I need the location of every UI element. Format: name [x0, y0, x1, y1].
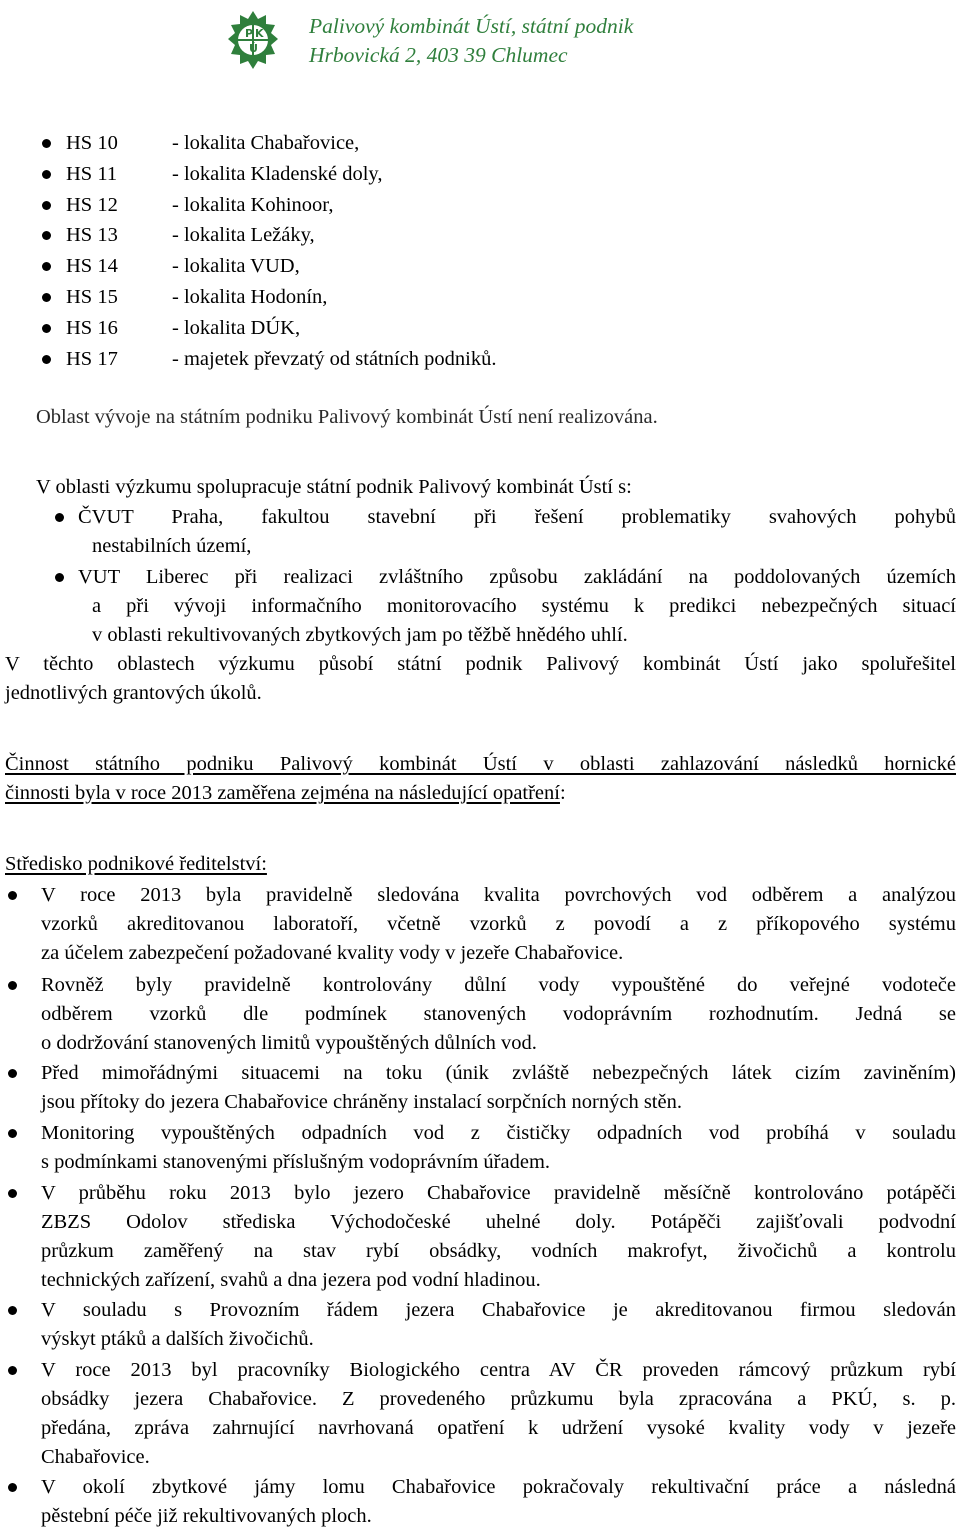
- bullet-icon: [55, 513, 64, 522]
- item-line: odběrem vzorků dle podmínek stanovených vodoprávním rozhodnutím. Jedná se: [41, 1003, 956, 1025]
- hs-desc: - lokalita Hodonín,: [172, 285, 328, 308]
- hs-desc: - lokalita Kladenské doly,: [172, 162, 383, 185]
- company-info: [309, 12, 633, 70]
- research-intro: V oblasti výzkumu spolupracuje státní podnik Palivový kombinát Ústí s:: [36, 476, 632, 498]
- bullet-icon: [8, 1483, 17, 1492]
- bullet-icon: [8, 1366, 17, 1375]
- activity-heading-line2-text: činnosti byla v roce 2013 zaměřena zejména na následující opatření: [5, 782, 560, 804]
- list-item: [0, 190, 960, 221]
- bullet-icon: [42, 231, 51, 240]
- bullet-icon: [8, 1306, 17, 1315]
- bullet-icon: [42, 170, 51, 179]
- bullet-icon: [8, 1189, 17, 1198]
- hs-code: HS 14: [66, 255, 118, 278]
- item-line: obsádky jezera Chabařovice. Z provedeného průzkumu byla zpracována a PKÚ, s. p.: [41, 1388, 956, 1410]
- bullet-icon: [42, 139, 51, 148]
- item-line: Před mimořádnými situacemi na toku (únik zvláště nebezpečných látek cizím zaviněním): [41, 1062, 956, 1084]
- list-item: [41, 1356, 956, 1472]
- company-address: Hrbovická 2, 403 39 Chlumec: [309, 43, 568, 67]
- item-line: V souladu s Provozním řádem jezera Chabařovice je akreditovanou firmou sledován: [41, 1299, 956, 1321]
- research-item-vut-line3: v oblasti rekultivovaných zbytkových jam po těžbě hnědého uhlí.: [92, 624, 628, 646]
- list-item: [0, 344, 960, 375]
- company-logo: [228, 11, 278, 71]
- list-item: [0, 159, 960, 190]
- list-item: [0, 251, 960, 282]
- item-line: pěstební péče již rekultivovaných ploch.: [41, 1505, 372, 1527]
- bullet-icon: [42, 201, 51, 210]
- hs-code: HS 11: [66, 162, 118, 185]
- item-line: V okolí zbytkové jámy lomu Chabařovice pokračovaly rekultivační práce a následná: [41, 1476, 956, 1498]
- bullet-icon: [42, 262, 51, 271]
- bullet-icon: [55, 573, 64, 582]
- bullet-icon: [8, 891, 17, 900]
- item-line: za účelem zabezpečení požadované kvality vody v jezeře Chabařovice.: [41, 942, 624, 964]
- bullet-icon: [42, 355, 51, 364]
- item-line: Chabařovice.: [41, 1446, 150, 1468]
- hs-desc: - lokalita Kohinoor,: [172, 193, 334, 216]
- list-item: [41, 1473, 956, 1531]
- item-line: předána, zpráva zahrnující navrhovaná opatření k udržení vysoké kvality vody v jezeře: [41, 1417, 956, 1439]
- hs-code: HS 12: [66, 193, 118, 216]
- hs-code: HS 16: [66, 316, 118, 339]
- list-item: [41, 971, 956, 1058]
- item-line: Monitoring vypouštěných odpadních vod z čističky odpadních vod probíhá v souladu: [41, 1122, 956, 1144]
- activity-heading-line2: [5, 779, 566, 808]
- research-item-vut-line1: VUT Liberec při realizaci zvláštního způsobu zakládání na poddolovaných územích: [78, 566, 956, 588]
- research-closing-line2: jednotlivých grantových úkolů.: [5, 682, 262, 704]
- item-line: s podmínkami stanovenými příslušným vodoprávním úřadem.: [41, 1151, 551, 1173]
- item-line: V roce 2013 byl pracovníky Biologického centra AV ČR proveden rámcový průzkum rybí: [41, 1359, 956, 1381]
- item-line: průzkum zaměřený na stav rybí obsádky, vodních makrofyt, živočichů a kontrolu: [41, 1240, 956, 1262]
- bullet-icon: [8, 1129, 17, 1138]
- company-name: Palivový kombinát Ústí, státní podnik: [309, 14, 634, 38]
- hs-desc: - lokalita Chabařovice,: [172, 132, 360, 154]
- svg-text:Ú: Ú: [249, 42, 258, 55]
- list-item: [41, 1059, 956, 1117]
- list-item: [41, 881, 956, 968]
- hs-desc: - lokalita VUD,: [172, 255, 300, 278]
- list-item: [0, 313, 960, 344]
- hs-code: HS 10: [66, 132, 118, 154]
- list-item: [41, 1119, 956, 1177]
- section-heading: Středisko podnikové ředitelství:: [5, 853, 267, 875]
- svg-text:P: P: [245, 27, 254, 40]
- svg-text:K: K: [255, 27, 264, 40]
- development-note: Oblast vývoje na státním podniku Palivový kombinát Ústí není realizována.: [36, 406, 658, 428]
- item-line: o dodržování stanovených limitů vypouštěných důlních vod.: [41, 1032, 537, 1054]
- research-item-cvut-line1: ČVUT Praha, fakultou stavební při řešení problematiky svahových pohybů: [78, 506, 956, 528]
- hs-code: HS 17: [66, 347, 118, 370]
- research-item-vut-line2: a při vývoji informačního monitorovacího systému k predikci nebezpečných situací: [92, 595, 956, 617]
- bullet-icon: [42, 324, 51, 333]
- item-line: V roce 2013 byla pravidelně sledována kvalita povrchových vod odběrem a analýzou: [41, 884, 956, 906]
- item-line: výskyt ptáků a dalších živočichů.: [41, 1328, 314, 1350]
- item-line: ZBZS Odolov střediska Východočeské uhelné doly. Potápěči zajišťovali podvodní: [41, 1211, 956, 1233]
- research-item-cvut-line2: nestabilních území,: [92, 535, 252, 557]
- hs-desc: - lokalita Ležáky,: [172, 224, 315, 247]
- bullet-icon: [8, 1069, 17, 1078]
- research-closing-line1: V těchto oblastech výzkumu působí státní podnik Palivový kombinát Ústí jako spoluřešitel: [5, 653, 956, 675]
- activity-heading-line1: Činnost státního podniku Palivový kombinát Ústí v oblasti zahlazování následků hornické: [5, 753, 956, 775]
- item-line: technických zařízení, svahů a dna jezera pod vodní hladinou.: [41, 1269, 541, 1291]
- list-item: [0, 220, 960, 251]
- list-item: [0, 128, 960, 159]
- list-item: [0, 282, 960, 313]
- item-line: vzorků akreditovanou laboratoří, včetně vzorků z povodí a z příkopového systému: [41, 913, 956, 935]
- item-line: Rovněž byly pravidelně kontrolovány důlní vody vypouštěné do veřejné vodoteče: [41, 974, 956, 996]
- hs-desc: - majetek převzatý od státních podniků.: [172, 347, 497, 370]
- activity-heading-colon: :: [559, 782, 566, 804]
- list-item: [41, 1296, 956, 1354]
- bullet-icon: [8, 981, 17, 990]
- item-line: V průběhu roku 2013 bylo jezero Chabařovice pravidelně měsíčně kontrolováno potápěči: [41, 1182, 956, 1204]
- hs-code: HS 13: [66, 224, 118, 247]
- bullet-icon: [42, 293, 51, 302]
- page-header: [0, 0, 960, 80]
- hs-code: HS 15: [66, 285, 118, 308]
- item-line: jsou přítoky do jezera Chabařovice chráněny instalací sorpčních norných stěn.: [41, 1091, 682, 1113]
- hs-desc: - lokalita DÚK,: [172, 316, 301, 339]
- hs-list: [0, 128, 960, 374]
- list-item: [41, 1179, 956, 1295]
